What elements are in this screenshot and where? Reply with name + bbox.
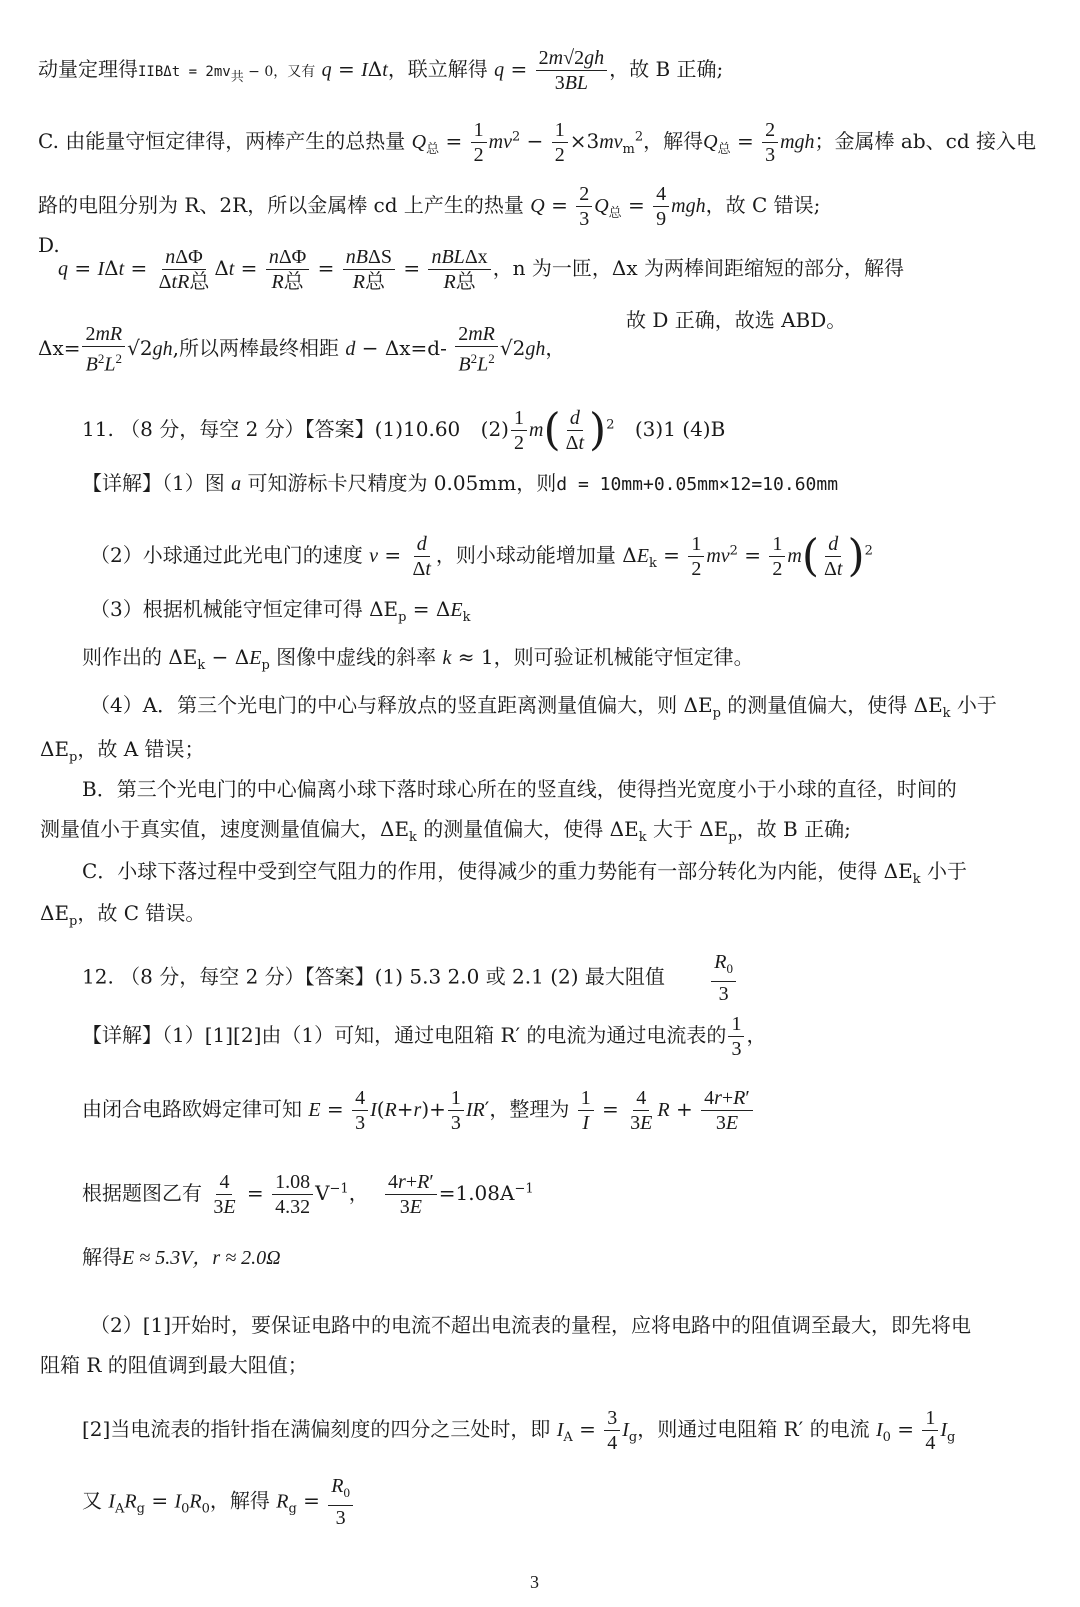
detail-11-2: （2）小球通过此光电门的速度 v = $\frac{d}{\Delta t}$ ，则小球动能增加量 $\Delta E_k$ = $\frac{1}{2}$ $mv^2$ = $\frac{1}{2}$ m( $\frac{d}{\Delta t}$ )$^2$ [90, 530, 873, 582]
detail-11-slope: 则作出的 $\Delta E_k - \Delta E_p$ 图像中虚线的斜率 k ≈ 1，则可验证机械能守恒定律。 [82, 645, 754, 673]
detail-11-4c-cont: $\Delta E_p$，故 C 错误。 [40, 901, 206, 929]
line-option-d-conclusion: 故 D 正确，故选 ABD。 [626, 308, 847, 332]
detail-12-2b: [2]当电流表的指针指在满偏刻度的四分之三处时，即 $I_A$ = $\frac{3}{4}$ $I_g$，则通过电阻箱 R′ 的电流 $I_0$ = $\frac{1}{4}$ $I_g$ [82, 1407, 956, 1454]
line-distance: Δx= $\frac{2mR}{B^2L^2}$ √2gh,所以两棒最终相距 d − Δx=d- $\frac{2mR}{B^2L^2}$ √2gh， [38, 323, 566, 376]
line-energy-conservation: C. 由能量守恒定律得，两棒产生的总热量 $Q_总$ = $\frac{1}{2}$ $mv^2$ − $\frac{1}{2}$ $\times 3mv_m^2$，解得$Q_总$ = $\frac{2}{3}$ mgh；金属棒 ab、cd 接入电 [38, 119, 1036, 166]
detail-11-3: （3）根据机械能守恒定律可得 $\Delta E_p = \Delta E_k$ [90, 597, 471, 625]
line-momentum: 动量定理得$IIB\Delta t = 2mv_共 - 0$，又有 q = IΔt，联立解得 q = $\frac{2m√2gh}{3BL}$ ，故 B 正确; [38, 47, 724, 94]
question-11-answer: 11. （8 分，每空 2 分）【答案】(1)10.60 (2) $\frac{1}{2}$ m( $\frac{d}{\Delta t}$ )$^2$ (3)1 (4)B [82, 404, 726, 456]
detail-11-4b: B．第三个光电门的中心偏离小球下落时球心所在的竖直线，使得挡光宽度小于小球的直径，时间的 [82, 777, 957, 801]
line-charge-formula: q = IΔt = $\frac{\text{nΔΦ}}{\text{ΔtR总}}$ Δt = $\frac{\text{nΔΦ}}{\text{R总}}$ = $\frac{\text{nBΔS}}{\text{R总}}$ = $\frac{\text{nBLΔx}}{\text{R总}}$ ，n 为一匝，Δx 为两棒间距缩短的部分，解得 [58, 246, 905, 293]
detail-12-2a-cont: 阻箱 R 的阻值调到最大阻值； [40, 1353, 308, 1377]
line-option-d: D. [38, 233, 60, 257]
detail-12-result: 解得E ≈ 5.3V，r ≈ 2.0Ω [82, 1245, 281, 1269]
detail-11-4c: C．小球下落过程中受到空气阻力的作用，使得减少的重力势能有一部分转化为内能，使得 $\Delta E_k$ 小于 [82, 859, 967, 887]
detail-12-graph: 根据题图乙有 $\frac{4}{3E}$ = $\frac{1.08}{4.32}$ $V^{-1}$， $\frac{4r+R'}{3E}$ $=1.08A^{-1}$ [82, 1171, 534, 1218]
question-12-answer: 12. （8 分，每空 2 分）【答案】(1) 5.3 2.0 或 2.1 (2) 最大阻值 $\frac{R_0}{3}$ [82, 950, 738, 1006]
detail-12-2c: 又 $I_AR_g = I_0R_0$，解得 $R_g$ = $\frac{R_0}{3}$ [82, 1474, 355, 1530]
detail-11-4a-cont: $\Delta E_p$，故 A 错误； [40, 737, 205, 765]
detail-12-ohm: 由闭合电路欧姆定律可知 E = $\frac{4}{3}$ I(R+r)+ $\frac{1}{3}$ IR′，整理为 $\frac{1}{I}$ = $\frac{4}{3E}$ R + $\frac{4r+R'}{3E}$ [82, 1086, 755, 1135]
detail-12-2a: （2）[1]开始时，要保证电路中的电流不超出电流表的量程，应将电路中的阻值调至最大，即先将电 [90, 1313, 972, 1337]
detail-11-4b-cont: 测量值小于真实值，速度测量值偏大，$\Delta E_k$ 的测量值偏大，使得 $\Delta E_k$ 大于 $\Delta E_p$，故 B 正确; [40, 817, 851, 845]
detail-11-4a: （4）A．第三个光电门的中心与释放点的竖直距离测量值偏大，则 $\Delta E_p$ 的测量值偏大，使得 $\Delta E_k$ 小于 [90, 693, 997, 721]
detail-11-1: 【详解】（1）图 a 可知游标卡尺精度为 0.05mm，则d = 10mm+0.05mm×12=10.60mm [82, 471, 839, 495]
detail-12-1: 【详解】（1）[1][2]由（1）可知，通过电阻箱 R′ 的电流为通过电流表的 $\frac{1}{3}$ ， [82, 1013, 767, 1060]
page-number: 3 [530, 1572, 539, 1592]
line-heat-cd: 路的电阻分别为 R、2R，所以金属棒 cd 上产生的热量 Q = $\frac{2}{3}$ $Q_总$ = $\frac{4}{9}$ mgh，故 C 错误; [38, 183, 821, 230]
